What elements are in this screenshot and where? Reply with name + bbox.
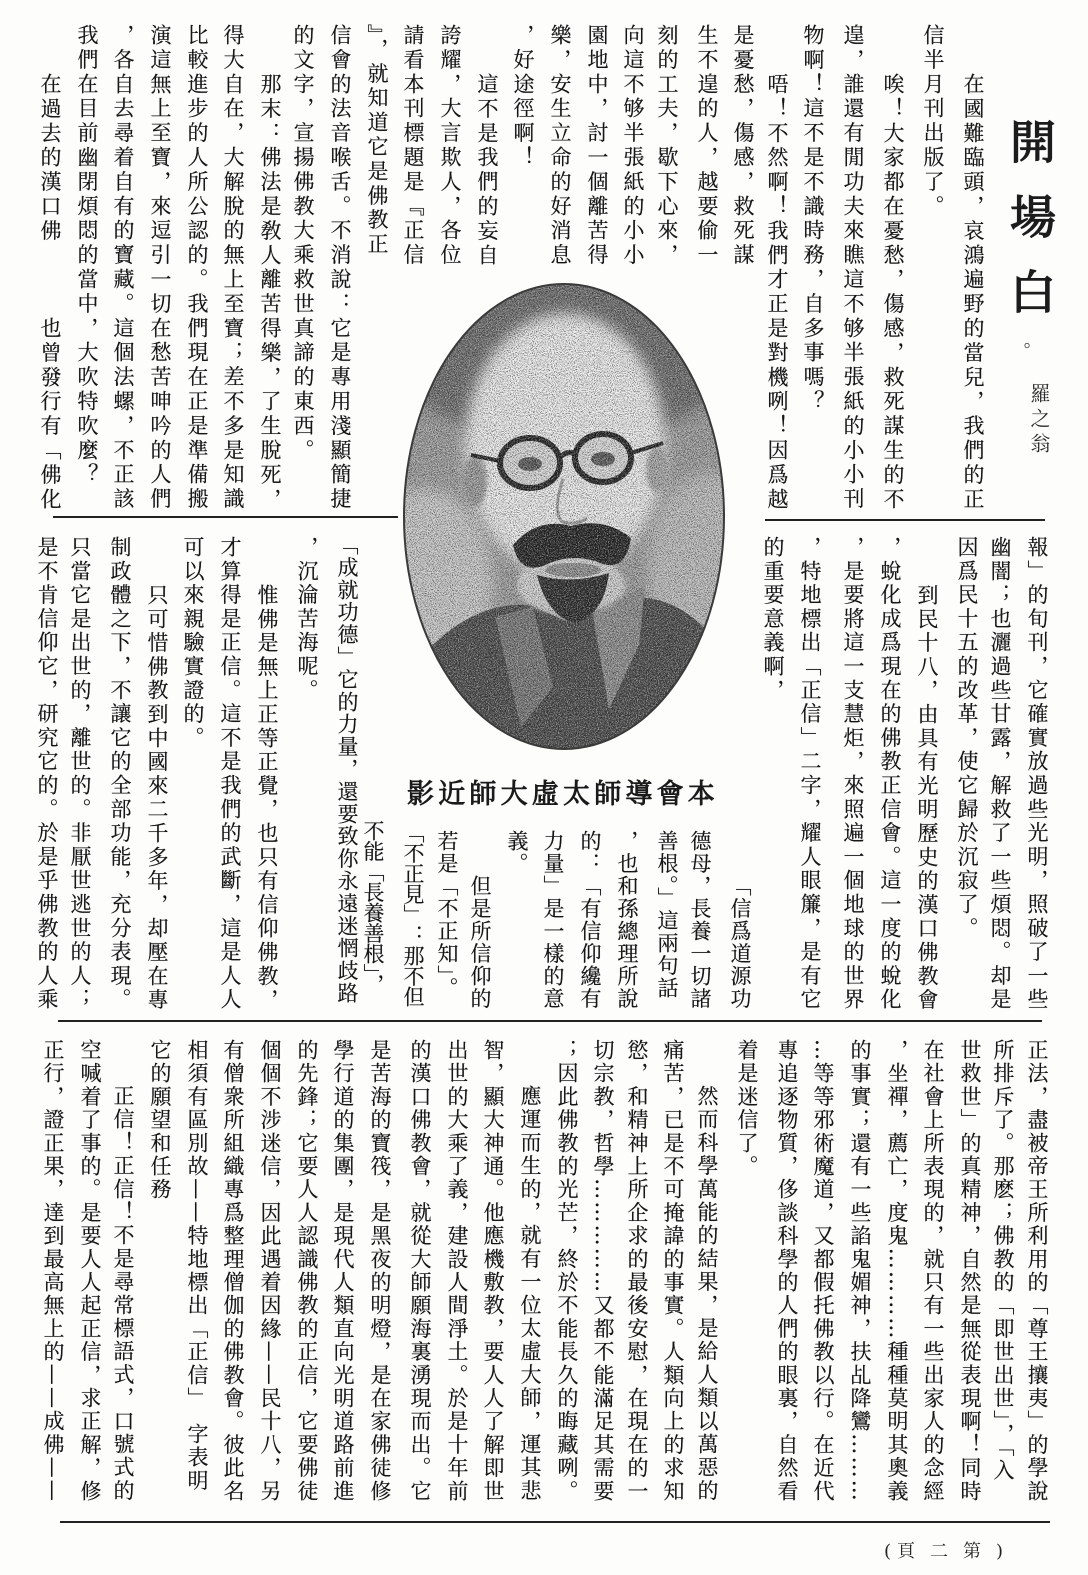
text-column: 園地中，討一個離苦得 — [585, 24, 609, 268]
text-column: 應運而生的，就有一位太虛大師，運其悲 — [518, 1085, 542, 1503]
text-column: 向這不够半張紙的小小 — [621, 24, 645, 268]
text-column: 才算得是正信。這不是我們的武斷，這是人人 — [218, 536, 242, 1012]
text-column: 遑，誰還有閒功夫來瞧這不够半張紙的小小刊 — [841, 24, 865, 512]
footer-divider — [60, 1521, 1050, 1523]
text-column: ，好途徑啊！ — [511, 24, 535, 171]
text-column: 報」的旬刊，它確實放過些光明，照破了一些 — [1025, 536, 1049, 1012]
author-name: 羅之翁 — [1027, 383, 1051, 458]
text-column: 力量」是一樣的意 — [541, 830, 565, 1010]
text-column: 樂，安生立命的好消息 — [548, 24, 572, 268]
text-column: 是憂愁，傷感，救死謀 — [731, 24, 755, 268]
text-column: 不能「長養善根」， — [361, 820, 385, 994]
title-punctuation: 。 — [1010, 342, 1031, 360]
text-column: 它的願望和任務 — [148, 1039, 172, 1202]
text-column: 那末：佛法是敎人離苦得樂，了生脫死， — [258, 73, 282, 513]
text-column: 唉！大家都在憂愁，傷感，救死謀生的不 — [881, 73, 905, 513]
page-number — [884, 1540, 1003, 1564]
section-divider — [765, 519, 1045, 521]
text-column: 是不肯信仰它，研究它的。於是乎佛教的人乘 — [35, 536, 59, 1012]
text-column: 生不遑的人，越要偷一 — [695, 24, 719, 268]
text-column: 相須有區別故——特地標出「正信」 字表明 — [185, 1039, 209, 1493]
page-number-close-paren: ) — [996, 1541, 1004, 1562]
text-column: 正信！正信！不是尋常標語式，口號式的 — [111, 1085, 135, 1503]
portrait-photo — [403, 283, 725, 750]
section-divider — [58, 1020, 1042, 1022]
text-column: 空喊着了事的。是要人人起正信，求正解，修 — [78, 1039, 102, 1503]
text-column: 的事實；還有一些諂鬼媚神，扶乩降鸞……… — [848, 1039, 872, 1503]
text-column: 』，就知道它是佛教正 — [365, 24, 389, 258]
text-column: 在過去的漢口佛 也曾發行有「佛化 — [38, 73, 62, 513]
text-column: ，沉淪苦海呢。 — [295, 536, 319, 703]
text-column: 的：「有信仰纔有 — [578, 830, 602, 1010]
section-divider — [53, 516, 398, 518]
text-column: ，也和孫總理所說 — [615, 830, 639, 1010]
text-column: 智，顯大神通。他應機敷教，要人人了解即世 — [481, 1039, 505, 1503]
text-column: 「不正見」：那不但 — [401, 822, 425, 1007]
text-column: 可以來親驗實證的。 — [181, 536, 205, 751]
text-column: 出世的大乘了義，建設人間淨土。於是十年前 — [445, 1039, 469, 1503]
text-column: ；因此佛教的光芒，終於不能長久的晦藏咧。 — [555, 1039, 579, 1503]
text-column: 正行，證正果，達到最高無上的——成佛—— — [41, 1039, 65, 1503]
page-number-text: 第二頁 — [897, 1541, 997, 1562]
text-column: 慾，和精神上所企求的最後安慰，在現在的一 — [625, 1039, 649, 1503]
text-column: 唔！不然啊！我們才正是對機咧！因爲越 — [765, 73, 789, 513]
text-column: 只當它是出世的，離世的。非厭世逃世的人； — [68, 536, 92, 1012]
text-column: 「信爲道源功 — [728, 875, 752, 1010]
text-column: 有僧衆所組織專爲整理僧伽的佛教會。彼此名 — [221, 1039, 245, 1503]
text-column: 我們在目前幽閉煩悶的當中，大吹特吹麼？ — [75, 24, 99, 488]
text-column: 義。 — [505, 830, 529, 875]
text-column: 個個不涉迷信，因此遇着因緣——民十八，另 — [258, 1039, 282, 1503]
text-column: 在社會上所表現的，就只有一些出家人的念經 — [921, 1039, 945, 1503]
text-column: 因爲民十五的改革，使它歸於沉寂了。 — [955, 536, 979, 941]
text-column: 所排斥了。那麽；佛教的「即世出世」，「入 — [991, 1039, 1015, 1482]
text-column: 着是迷信了。 — [735, 1039, 759, 1179]
text-column: 切宗教，哲學……………又都不能滿足其需要 — [591, 1039, 615, 1503]
text-column: 的先鋒；它要人人認識佛教的正信，它要佛徒 — [295, 1039, 319, 1503]
text-column: 信半月刊出版了。 — [921, 24, 945, 220]
text-column: 的文字，宣揚佛教大乘救世真諦的東西。 — [291, 24, 315, 464]
text-column: 這不是我們的妄自 — [475, 73, 499, 269]
page-number-open-paren: ( — [884, 1541, 892, 1562]
text-column: 請看本刊標題是『正信 — [401, 24, 425, 268]
text-column: 誇耀，大言欺人，各位 — [438, 24, 462, 268]
text-column: 惟佛是無上正等正覺，也只有信仰佛教， — [255, 584, 279, 1013]
text-column: 正法，盡被帝王所利用的「尊王攘夷」的學說 — [1025, 1039, 1049, 1503]
text-column: 善根。」這兩句話 — [655, 830, 679, 1000]
text-column: 幽闇；也灑過些甘露，解救了一些煩悶。却是 — [988, 536, 1012, 1012]
text-column: 若是「不正知」。 — [435, 830, 459, 1000]
text-column: …等等邪術魔道，又都假托佛教以行。在近代 — [811, 1039, 835, 1503]
text-column: 信會的法音喉舌。不消說：它是專用淺顯簡捷 — [328, 24, 352, 512]
text-column: 但是所信仰的 — [468, 875, 492, 1010]
text-column: 比較進步的人所公認的。我們現在正是準備搬 — [185, 24, 209, 512]
text-column: ，坐禪，薦亡，度鬼…………種種莫明其奧義 — [885, 1039, 909, 1503]
text-column: 的漢口佛教會，就從大師願海裏湧現而出。它 — [408, 1039, 432, 1503]
photo-caption: 本會導師太虛大師近影 — [407, 779, 719, 810]
text-column: ，特地標出「正信」二字，耀人眼簾，是有它 — [798, 536, 822, 1012]
article-title: 開場白 — [1003, 118, 1057, 343]
text-column: 刻的工夫，歇下心來， — [655, 24, 679, 268]
text-column: 痛苦，已是不可掩諱的事實。人類向上的求知 — [661, 1039, 685, 1503]
text-column: ，蛻化成爲現在的佛教正信會。這一度的蛻化 — [878, 536, 902, 1012]
text-column: ，是要將這一支慧炬，來照遍一個地球的世界 — [841, 536, 865, 1012]
text-column: 只可惜佛教到中國來二千多年，却壓在專 — [145, 584, 169, 1013]
text-column: 學行道的集團，是現代人類直向光明道路前進 — [331, 1039, 355, 1503]
text-column: 然而科學萬能的結果，是給人類以萬惡的 — [695, 1085, 719, 1503]
text-column: 演這無上至寶，來逗引一切在愁苦呻吟的人們 — [148, 24, 172, 512]
text-column: 到民十八，由具有光明歷史的漢口佛教會 — [915, 584, 939, 1013]
text-column: 物啊！這不是不識時務，自多事嗎？ — [801, 24, 825, 415]
text-column: 專追逐物質，侈談科學的人們的眼裏，自然看 — [775, 1039, 799, 1503]
text-column: 德母，長養一切諸 — [688, 830, 712, 1010]
text-column: 世救世」的真精神，自然是無從表現啊！同時 — [958, 1039, 982, 1503]
text-column: 制政體之下，不讓它的全部功能，充分表現。 — [108, 536, 132, 1012]
portrait-image — [403, 283, 725, 750]
text-column: 「成就功德」它的力量，還要致你永遠迷惘歧路 — [335, 534, 359, 1005]
text-column: 在國難臨頭，哀鴻遍野的當兒，我們的正 — [961, 73, 985, 513]
text-column: 是苦海的寶筏，是黑夜的明燈，是在家佛徒修 — [368, 1039, 392, 1503]
text-column: ，各自去尋着自有的寶藏。這個法螺，不正該 — [111, 24, 135, 512]
text-column: 得大自在，大解脫的無上至寶；差不多是知識 — [221, 24, 245, 512]
text-column: 的重要意義啊， — [761, 536, 785, 703]
